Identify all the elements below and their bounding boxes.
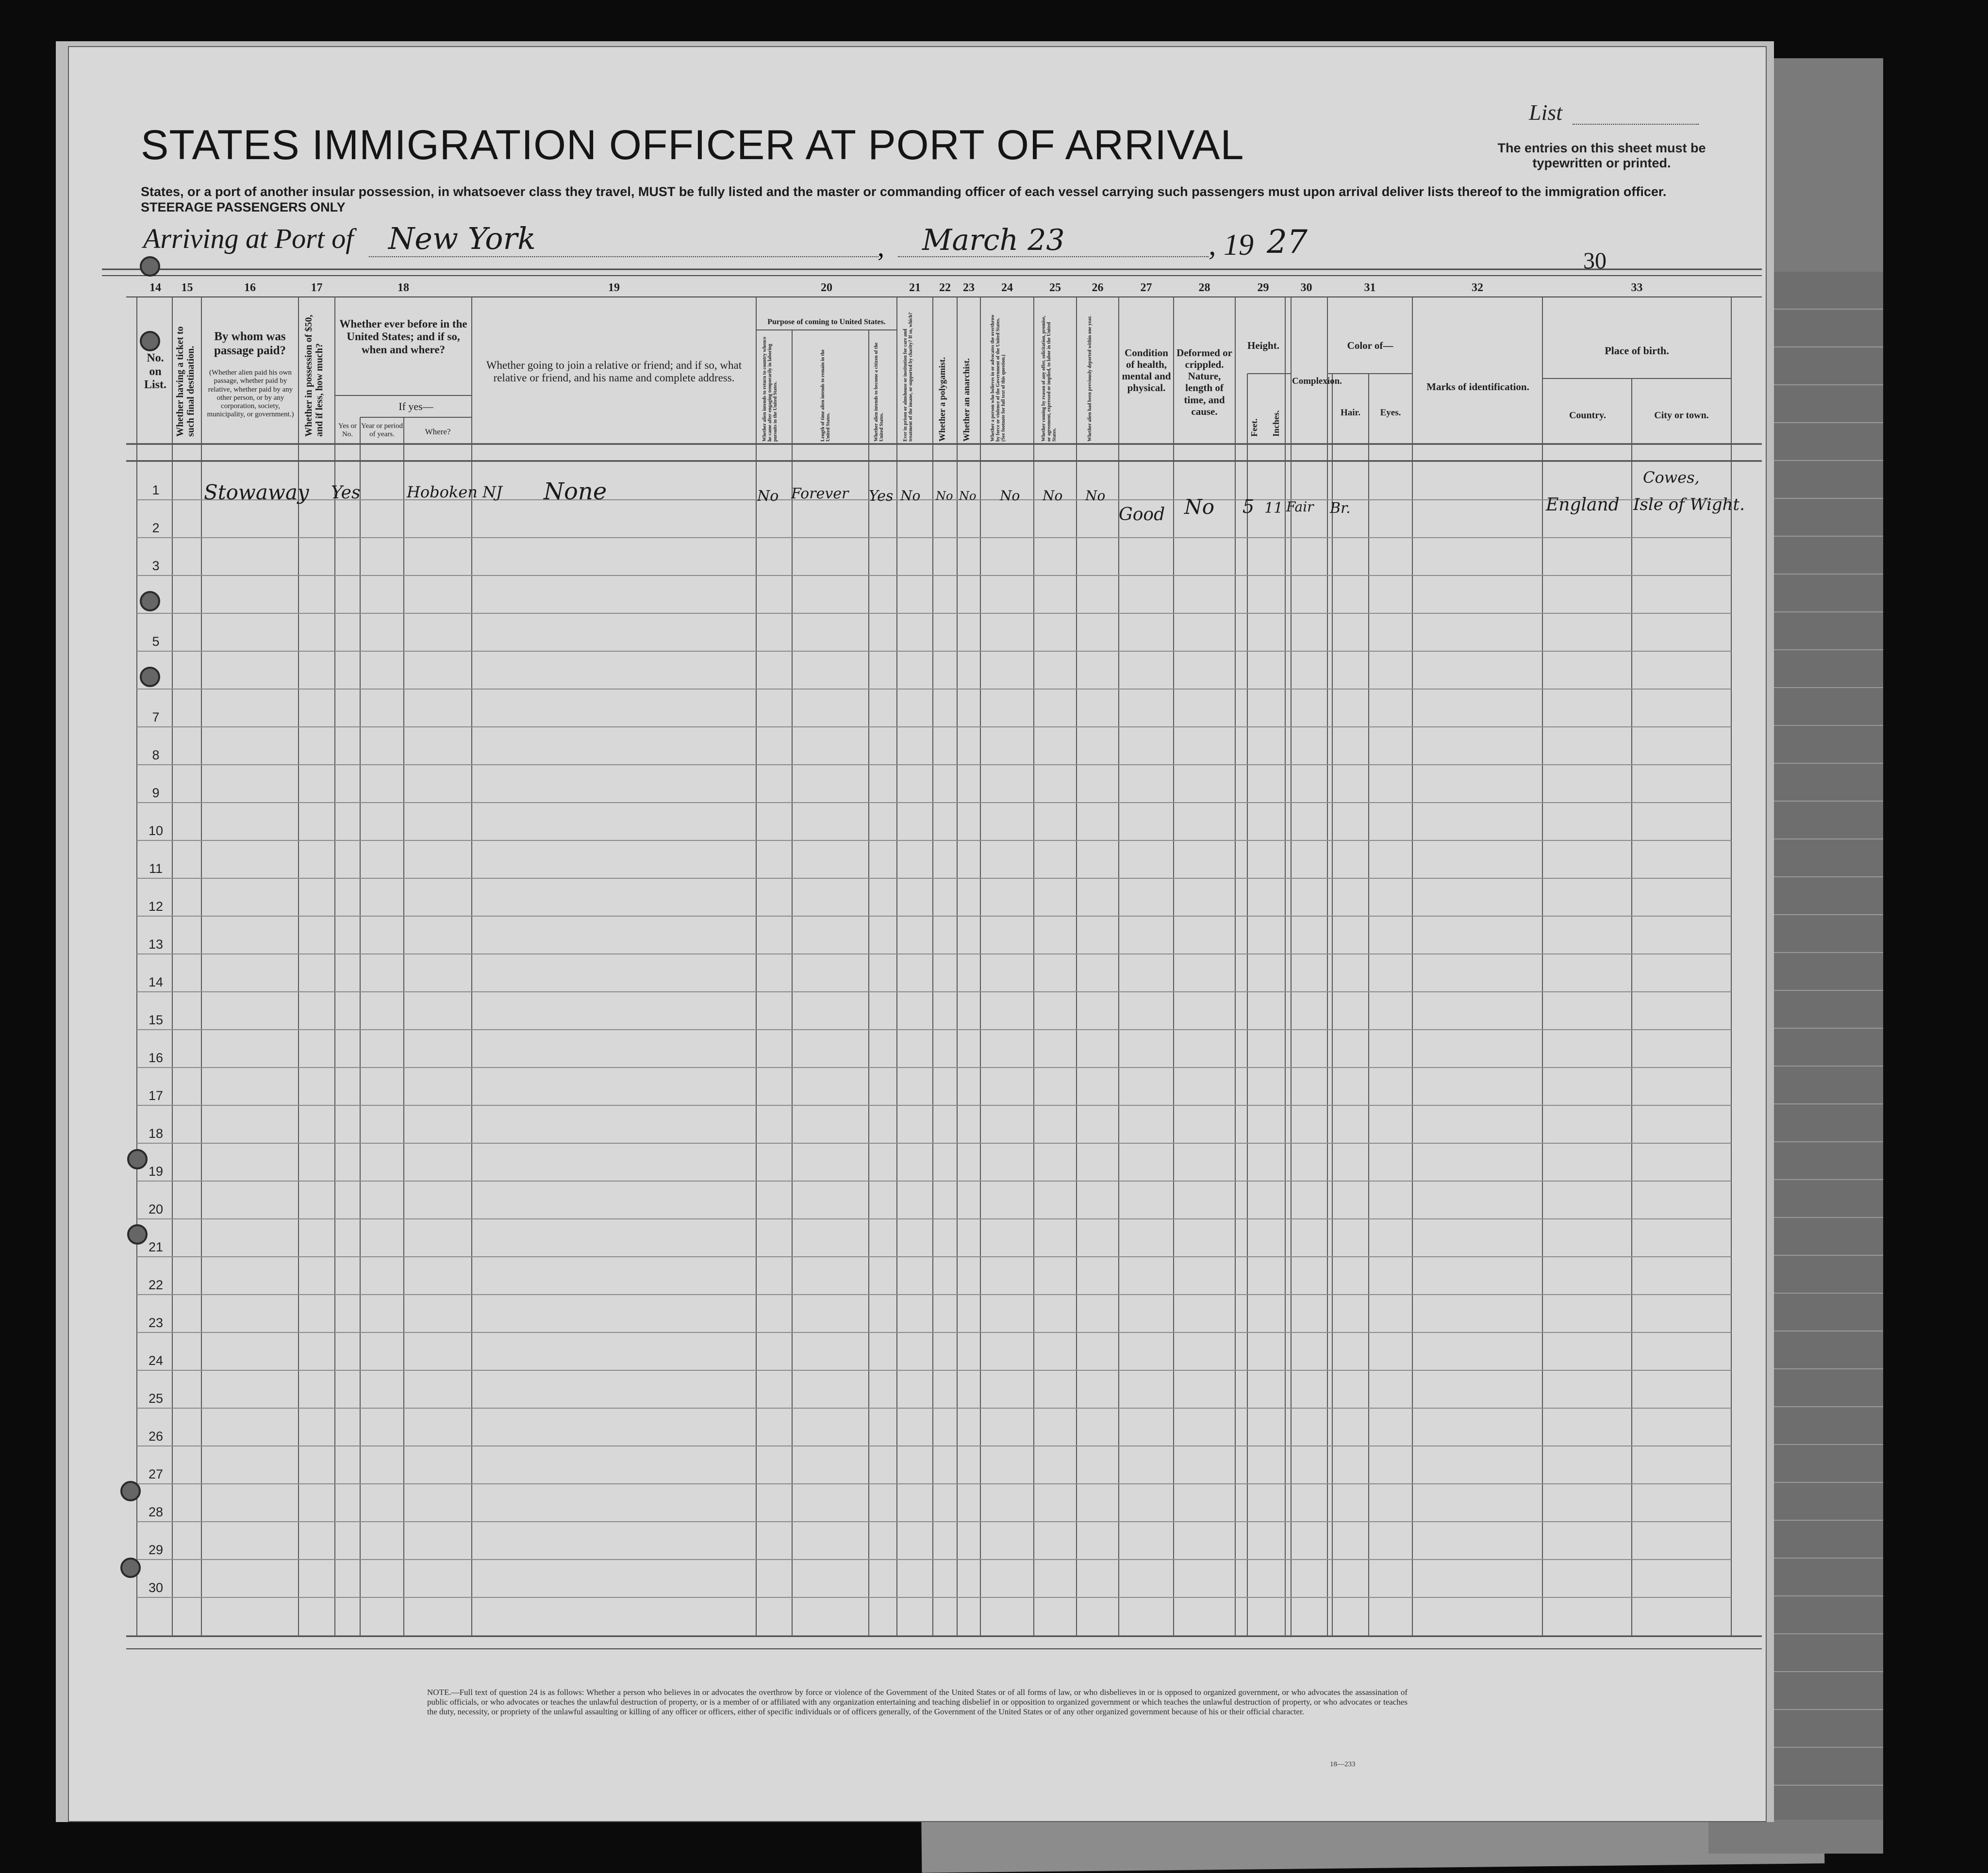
year-prefix: , 19 xyxy=(1209,229,1254,262)
year-value: 27 xyxy=(1267,223,1308,261)
row-number: 18 xyxy=(148,1126,164,1141)
entry-overthrow: No xyxy=(1000,488,1020,504)
col-num-27: 27 xyxy=(1140,281,1152,294)
col-18-yesno: Yes or No. xyxy=(338,422,357,439)
col-19-header: Whether going to join a relative or friend; and if so, what relative or friend, and his name and complete address. xyxy=(486,359,742,384)
row-number: 15 xyxy=(148,1013,164,1027)
entry-anarchist: No xyxy=(959,489,977,503)
col-32-header: Marks of identification. xyxy=(1426,381,1529,393)
entry-hair: Br. xyxy=(1330,500,1351,517)
footnote: NOTE.—Full text of question 24 is as follows: Whether a person who believes in or advocates the overthrow by force or violence of the Government of the United States or of all forms of law, or who disbelieves in or is opposed to organized government, or who advocates the assassination of public officials, or who advocates or teaches the unlawful destruction of property, or is a member of or affiliated with any organization entertaining and teaching disbelief in or opposition to organized government or which teaches the unlawful destruction of property, or who advocates or teaches the duty, necessity, or propriety of the unlawful assaulting or killing of any officer or officers, either of specific individuals or of officers generally, of the Government of the United States or of any other organized government because of his or their official character. xyxy=(427,1688,1408,1716)
row-number: 7 xyxy=(152,710,160,724)
row-number: 11 xyxy=(149,861,163,876)
arriving-label: Arriving at Port of xyxy=(143,223,354,254)
binding-hole xyxy=(140,331,160,351)
col-27-header: Condition of health, mental and physical. xyxy=(1122,347,1171,394)
col-21-header: Ever in prison or almshouse or institution for care and treatment of the insane, or supported by charity? If so, which? xyxy=(903,312,913,442)
col-15-header: Whether having a ticket to such final destination. xyxy=(175,326,196,437)
entry-relative-friend: None xyxy=(544,478,607,505)
col-num-16: 16 xyxy=(244,281,256,294)
entry-where-before: Hoboken NJ xyxy=(407,483,502,501)
entry-deported: No xyxy=(1085,488,1106,504)
col-18-ifyes: If yes— xyxy=(398,400,433,412)
entry-possession-50: Yes xyxy=(331,483,361,503)
binding-hole xyxy=(140,256,160,277)
row-number: 1 xyxy=(152,483,160,497)
col-num-21: 21 xyxy=(909,281,921,294)
list-label: List xyxy=(1529,100,1563,125)
row-number: 14 xyxy=(148,975,164,989)
col-num-25: 25 xyxy=(1049,281,1061,294)
col-num-29: 29 xyxy=(1257,281,1269,294)
row-number: 2 xyxy=(152,521,160,535)
row-number: 5 xyxy=(152,634,160,649)
col-num-20: 20 xyxy=(821,281,832,294)
entry-health: Good xyxy=(1119,505,1165,525)
col-num-18: 18 xyxy=(398,281,409,294)
row-number: 21 xyxy=(148,1240,164,1254)
row-number: 28 xyxy=(148,1505,164,1519)
row-number: 3 xyxy=(152,559,160,573)
form-number: 18—233 xyxy=(1330,1760,1356,1768)
binding-hole xyxy=(120,1481,141,1501)
col-20a-header: Whether alien intends to return to country whence he came after engaging temporarily in laboring pursuits in the United States. xyxy=(762,336,778,442)
entry-city: Cowes, xyxy=(1643,468,1700,487)
entry-length-of-stay: Forever xyxy=(791,485,849,502)
col-num-23: 23 xyxy=(963,281,975,294)
row-number: 10 xyxy=(148,823,164,838)
port-value: New York xyxy=(388,221,536,256)
row-number: 27 xyxy=(148,1467,164,1481)
entries-note: The entries on this sheet must be typewritten or printed. xyxy=(1497,141,1706,170)
col-num-14: 14 xyxy=(149,281,161,294)
col-33-country: Country. xyxy=(1569,410,1607,421)
entry-labor-offer: No xyxy=(1043,488,1063,504)
date-value: March 23 xyxy=(922,223,1065,257)
col-22-header: Whether a polygamist. xyxy=(937,357,947,442)
col-num-28: 28 xyxy=(1198,281,1210,294)
comma-mark: , xyxy=(878,232,884,263)
col-30-header: Complexion. xyxy=(1292,376,1342,386)
col-26-header: Whether alien had been previously deported within one year. xyxy=(1087,315,1093,442)
col-16-note: (Whether alien paid his own passage, whether paid by relative, whether paid by any other person, or by any corporation, society, municipality, or government.) xyxy=(207,369,294,419)
entry-passage-paid: Stowaway xyxy=(204,480,309,504)
col-num-17: 17 xyxy=(311,281,323,294)
col-29-feet: Feet. xyxy=(1249,418,1259,437)
page-number: 30 xyxy=(1583,248,1607,274)
entry-return-intent: No xyxy=(757,488,779,505)
entry-country: England xyxy=(1546,495,1620,515)
col-num-19: 19 xyxy=(608,281,620,294)
binding-hole xyxy=(120,1558,141,1578)
col-31-hair: Hair. xyxy=(1341,408,1360,418)
col-25-header: Whether coming by reason of any offer, solicitation, promise, or agreement, expressed or implied, to labor in the United States. xyxy=(1041,315,1057,442)
col-num-24: 24 xyxy=(1001,281,1013,294)
row-number: 26 xyxy=(148,1429,164,1444)
col-20b-header: Length of time alien intends to remain in the United States. xyxy=(820,349,831,442)
col-num-30: 30 xyxy=(1300,281,1312,294)
binding-hole xyxy=(127,1149,148,1169)
row-number: 30 xyxy=(148,1580,164,1595)
col-31-header: Color of— xyxy=(1347,340,1393,351)
row-number: 23 xyxy=(148,1315,164,1330)
col-29-inches: Inches. xyxy=(1271,410,1281,437)
entry-deformed: No xyxy=(1184,495,1215,519)
col-num-15: 15 xyxy=(181,281,193,294)
row-number: 16 xyxy=(148,1051,164,1065)
row-number: 19 xyxy=(148,1164,164,1179)
col-18-header: Whether ever before in the United States; and if so, when and where? xyxy=(339,318,467,356)
entry-feet: 5 xyxy=(1242,496,1255,517)
row-number: 17 xyxy=(148,1088,164,1103)
col-18-where: Where? xyxy=(425,427,451,436)
entry-complexion: Fair xyxy=(1286,499,1314,515)
row-number: 13 xyxy=(148,937,164,952)
col-28-header: Deformed or crippled. Nature, length of time, and cause. xyxy=(1176,347,1232,417)
binding-hole xyxy=(140,591,160,611)
col-23-header: Whether an anarchist. xyxy=(961,358,971,442)
entry-citizen-intent: Yes xyxy=(869,488,894,505)
row-number: 20 xyxy=(148,1202,164,1216)
binding-hole xyxy=(140,667,160,687)
entry-inches: 11 xyxy=(1264,500,1283,517)
col-20-header: Purpose of coming to United States. xyxy=(767,318,886,326)
row-number: 8 xyxy=(152,748,160,762)
row-number: 25 xyxy=(148,1391,164,1406)
row-number: 22 xyxy=(148,1278,164,1292)
row-number: 9 xyxy=(152,786,160,800)
col-16-header: By whom was passage paid? xyxy=(214,330,286,357)
col-31-eyes: Eyes. xyxy=(1380,408,1401,418)
page-title: STATES IMMIGRATION OFFICER AT PORT OF ARRIVAL xyxy=(141,122,1244,168)
col-num-32: 32 xyxy=(1472,281,1483,294)
col-17-header: Whether in possession of $50, and if less, how much? xyxy=(303,314,325,437)
col-num-26: 26 xyxy=(1092,281,1104,294)
binding-hole xyxy=(127,1224,148,1245)
entry-prison: No xyxy=(900,488,921,504)
entry-polygamist: No xyxy=(936,489,953,503)
col-num-22: 22 xyxy=(939,281,951,294)
col-29-header: Height. xyxy=(1247,340,1279,351)
row-number: 24 xyxy=(148,1353,164,1368)
row-number: 29 xyxy=(148,1543,164,1557)
col-20c-header: Whether alien intends to become a citizen of the United States. xyxy=(874,342,884,442)
col-14-header: No. on List. xyxy=(144,352,166,392)
steerage-label: STEERAGE PASSENGERS ONLY xyxy=(141,200,346,214)
col-33-header: Place of birth. xyxy=(1605,345,1669,357)
col-18-year: Year or period of years. xyxy=(361,422,403,439)
entry-city-line2: Isle of Wight. xyxy=(1633,495,1745,514)
col-num-31: 31 xyxy=(1364,281,1376,294)
row-number: 12 xyxy=(148,899,164,914)
col-24-header: Whether a person who believes in or advocates the overthrow by force or violence of the Government of the United States. (See footnote for full text of this question.) xyxy=(990,314,1006,442)
col-num-33: 33 xyxy=(1631,281,1643,294)
col-33-city: City or town. xyxy=(1654,410,1709,421)
instruction-line: States, or a port of another insular possession, in whatsoever class they travel, MUST be fully listed and the master or commanding officer of each vessel carrying such passengers must upon arrival deliver lists thereof to the immigration officer. xyxy=(141,184,1667,199)
